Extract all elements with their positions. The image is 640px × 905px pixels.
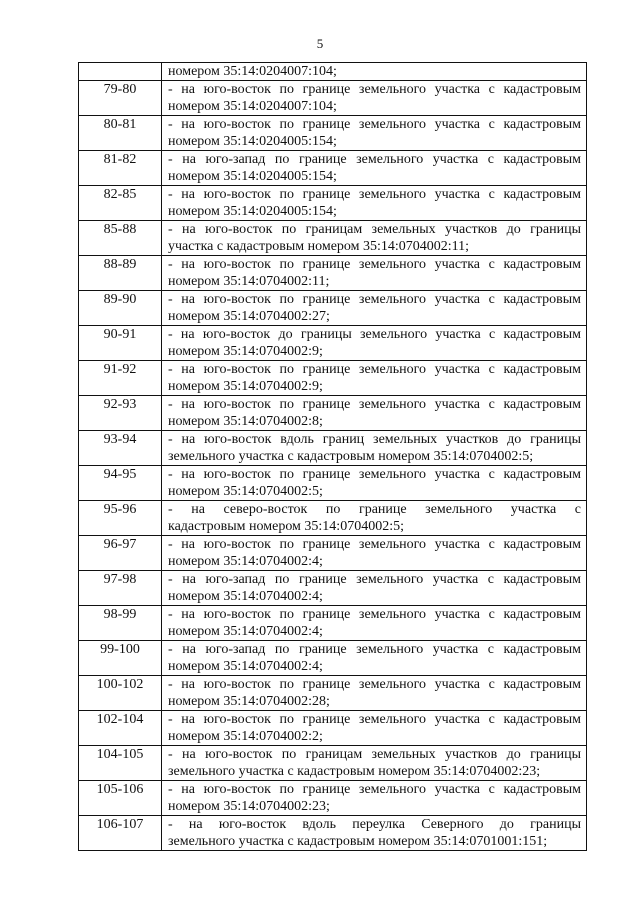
description-cell [162,641,587,676]
segment-cell: 96-97 [79,536,162,571]
description-cell [162,221,587,256]
description-line: номером 35:14:0204005:154; [168,169,337,184]
description-cell [162,676,587,711]
description-cell [162,326,587,361]
description-cell [162,361,587,396]
segment-cell: 102-104 [79,711,162,746]
description-line: земельного участка с кадастровым номером 35:14:0704002:5; [168,449,534,464]
segment-cell: 106-107 [79,816,162,851]
description-cell [162,816,587,851]
description-cell [162,571,587,606]
description-line: - на юго-восток по границе земельного участка с кадастровым [168,292,581,307]
segment-cell: 90-91 [79,326,162,361]
description-line: - на юго-восток по границе земельного участка с кадастровым [168,187,581,202]
description-line: - на юго-восток по границе земельного участка с кадастровым [168,397,581,412]
page-number: 5 [316,36,324,51]
table-row [79,116,587,151]
description-line: номером 35:14:0704002:4; [168,554,323,569]
description-cell [162,396,587,431]
segment-cell: 91-92 [79,361,162,396]
description-line: - на юго-восток по границе земельного участка с кадастровым [168,537,581,552]
description-cell [162,781,587,816]
table-row [79,186,587,221]
segment-cell: 92-93 [79,396,162,431]
description-line: номером 35:14:0704002:28; [168,694,330,709]
table-row [79,361,587,396]
description-line: - на юго-восток вдоль границ земельных участков до границы [168,432,581,447]
description-line: - на юго-восток по границе земельного участка с кадастровым [168,467,581,482]
description-line: номером 35:14:0204005:154; [168,134,337,149]
table-row [79,536,587,571]
segment-cell: 89-90 [79,291,162,326]
description-line: номером 35:14:0704002:9; [168,379,323,394]
segment-cell: 105-106 [79,781,162,816]
description-line: - на юго-восток по границам земельных участков до границы [168,222,581,237]
table-row [79,641,587,676]
table-row [79,746,587,781]
description-line: номером 35:14:0204007:104; [168,64,337,79]
table-row [79,676,587,711]
segment-cell: 79-80 [79,81,162,116]
description-line: номером 35:14:0204005:154; [168,204,337,219]
boundary-table [78,62,587,851]
segment-cell: 95-96 [79,501,162,536]
description-line: - на юго-запад по границе земельного участка с кадастровым [168,642,581,657]
description-line: номером 35:14:0704002:27; [168,309,330,324]
segment-cell: 99-100 [79,641,162,676]
description-line: номером 35:14:0704002:11; [168,274,330,289]
segment-cell: 97-98 [79,571,162,606]
description-line: номером 35:14:0704002:4; [168,624,323,639]
description-line: - на юго-запад по границе земельного участка с кадастровым [168,152,581,167]
description-line: - на юго-восток по границе земельного участка с кадастровым [168,607,581,622]
description-cell [162,501,587,536]
description-line: номером 35:14:0704002:9; [168,344,323,359]
table-row [79,221,587,256]
description-cell [162,81,587,116]
description-line: номером 35:14:0704002:2; [168,729,323,744]
description-line: - на юго-восток по границе земельного участка с кадастровым [168,782,581,797]
segment-cell: 82-85 [79,186,162,221]
description-line: - на юго-восток по границе земельного участка с кадастровым [168,257,581,272]
table-body [79,63,587,851]
table-row [79,396,587,431]
table-row [79,501,587,536]
segment-cell: 98-99 [79,606,162,641]
table-row [79,431,587,466]
table-row [79,781,587,816]
description-line: участка с кадастровым номером 35:14:0704002:11; [168,239,470,254]
table-row [79,291,587,326]
description-line: - на юго-восток по границе земельного участка с кадастровым [168,712,581,727]
description-cell [162,151,587,186]
description-cell [162,431,587,466]
description-cell [162,536,587,571]
description-line: номером 35:14:0704002:8; [168,414,323,429]
description-line: - на юго-восток по границе земельного участка с кадастровым [168,677,581,692]
segment-cell: 80-81 [79,116,162,151]
table-row [79,63,587,81]
description-line: номером 35:14:0704002:23; [168,799,330,814]
table-row [79,816,587,851]
description-line: - на юго-восток по границе земельного участка с кадастровым [168,117,581,132]
description-line: номером 35:14:0704002:4; [168,589,323,604]
description-line: номером 35:14:0704002:4; [168,659,323,674]
table-row [79,466,587,501]
description-line: - на юго-восток по границе земельного участка с кадастровым [168,362,581,377]
description-cell [162,116,587,151]
description-line: - на юго-восток вдоль переулка Северного до границы [168,817,581,832]
description-line: номером 35:14:0204007:104; [168,99,337,114]
description-cell [162,291,587,326]
description-line: земельного участка с кадастровым номером 35:14:0701001:151; [168,834,548,849]
description-cell [162,711,587,746]
segment-cell: 88-89 [79,256,162,291]
segment-cell: 85-88 [79,221,162,256]
description-line: номером 35:14:0704002:5; [168,484,323,499]
description-cell [162,256,587,291]
description-line: кадастровым номером 35:14:0704002:5; [168,519,404,534]
description-line: - на юго-восток по границам земельных участков до границы [168,747,581,762]
segment-cell: 104-105 [79,746,162,781]
description-cell [162,606,587,641]
description-cell [162,466,587,501]
table-row [79,711,587,746]
table-row [79,571,587,606]
description-line: - на юго-восток до границы земельного участка с кадастровым [168,327,581,342]
description-cell [162,746,587,781]
segment-cell: 81-82 [79,151,162,186]
description-line: - на юго-запад по границе земельного участка с кадастровым [168,572,581,587]
description-line: земельного участка с кадастровым номером 35:14:0704002:23; [168,764,541,779]
segment-cell: 94-95 [79,466,162,501]
segment-cell: 100-102 [79,676,162,711]
table-row [79,326,587,361]
segment-cell: 93-94 [79,431,162,466]
table-row [79,256,587,291]
description-line: - на юго-восток по границе земельного участка с кадастровым [168,82,581,97]
description-line: - на северо-восток по границе земельного участка с [168,502,581,517]
table-row [79,606,587,641]
table-row [79,151,587,186]
description-cell [162,186,587,221]
table-row [79,81,587,116]
segment-cell [79,63,162,81]
description-cell [162,63,587,81]
